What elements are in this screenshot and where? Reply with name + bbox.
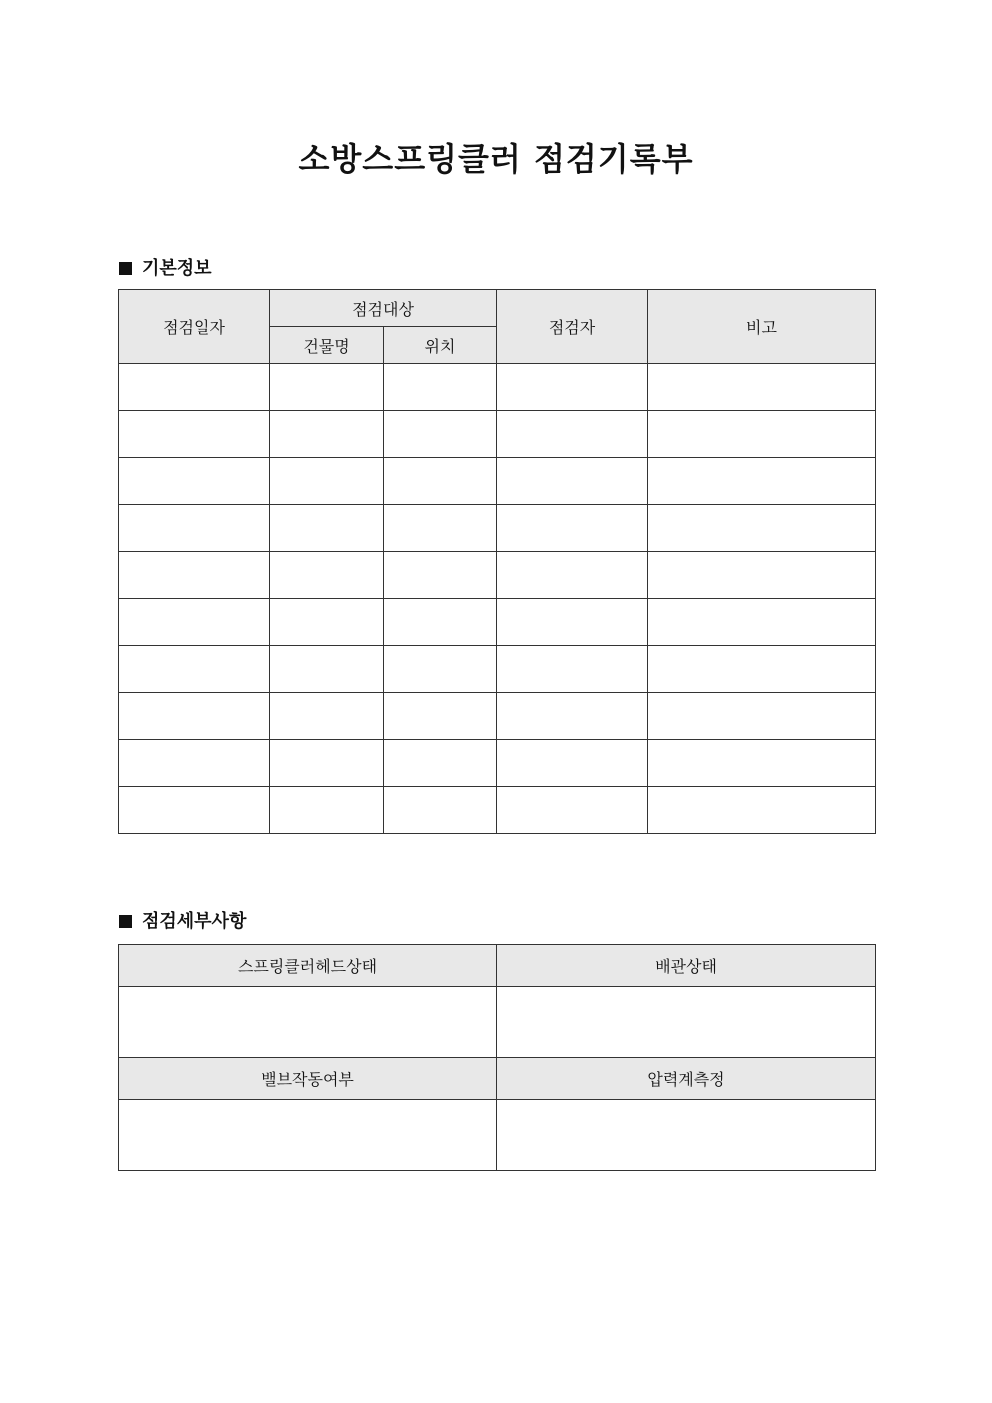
building-name-cell[interactable] (270, 787, 384, 834)
table-row (119, 458, 876, 505)
date-cell[interactable] (119, 740, 270, 787)
table-row (119, 787, 876, 834)
building-name-cell[interactable] (270, 599, 384, 646)
square-bullet-icon (119, 915, 132, 928)
remarks-cell[interactable] (648, 693, 876, 740)
location-cell[interactable] (384, 787, 497, 834)
inspector-cell[interactable] (497, 740, 648, 787)
table-row (119, 740, 876, 787)
inspector-cell[interactable] (497, 599, 648, 646)
date-cell[interactable] (119, 646, 270, 693)
remarks-cell[interactable] (648, 599, 876, 646)
location-cell[interactable] (384, 364, 497, 411)
table-row (119, 364, 876, 411)
remarks-cell[interactable] (648, 505, 876, 552)
location-cell[interactable] (384, 740, 497, 787)
header-piping-status: 배관상태 (497, 945, 876, 987)
section-title-details-label: 점검세부사항 (142, 911, 247, 932)
basic-info-table (118, 289, 876, 834)
location-cell[interactable] (384, 693, 497, 740)
building-name-cell[interactable] (270, 505, 384, 552)
table-row (119, 646, 876, 693)
section-title-basic-info-label: 기본정보 (142, 258, 212, 279)
building-name-cell[interactable] (270, 740, 384, 787)
inspector-cell[interactable] (497, 693, 648, 740)
valve-operation-field[interactable] (119, 1100, 497, 1171)
square-bullet-icon (119, 262, 132, 275)
location-cell[interactable] (384, 458, 497, 505)
inspector-cell[interactable] (497, 505, 648, 552)
building-name-cell[interactable] (270, 693, 384, 740)
table-row (119, 693, 876, 740)
remarks-cell[interactable] (648, 411, 876, 458)
remarks-cell[interactable] (648, 552, 876, 599)
header-sprinkler-head-status: 스프링클러헤드상태 (119, 945, 497, 987)
date-cell[interactable] (119, 787, 270, 834)
table-row (119, 411, 876, 458)
inspector-cell[interactable] (497, 646, 648, 693)
piping-status-field[interactable] (497, 987, 876, 1058)
building-name-cell[interactable] (270, 458, 384, 505)
table-row (119, 505, 876, 552)
inspector-cell[interactable] (497, 458, 648, 505)
header-inspector: 점검자 (497, 290, 648, 364)
header-inspection-date: 점검일자 (119, 290, 270, 364)
inspector-cell[interactable] (497, 364, 648, 411)
header-valve-operation: 밸브작동여부 (119, 1058, 497, 1100)
inspector-cell[interactable] (497, 411, 648, 458)
pressure-measurement-field[interactable] (497, 1100, 876, 1171)
location-cell[interactable] (384, 411, 497, 458)
building-name-cell[interactable] (270, 411, 384, 458)
remarks-cell[interactable] (648, 364, 876, 411)
remarks-cell[interactable] (648, 740, 876, 787)
section-title-basic-info (119, 254, 212, 280)
date-cell[interactable] (119, 505, 270, 552)
location-cell[interactable] (384, 552, 497, 599)
location-cell[interactable] (384, 505, 497, 552)
header-pressure-measurement: 압력계측정 (497, 1058, 876, 1100)
table-row (119, 599, 876, 646)
date-cell[interactable] (119, 458, 270, 505)
remarks-cell[interactable] (648, 787, 876, 834)
building-name-cell[interactable] (270, 364, 384, 411)
building-name-cell[interactable] (270, 552, 384, 599)
inspector-cell[interactable] (497, 787, 648, 834)
table-row (119, 552, 876, 599)
section-title-details (119, 907, 246, 933)
header-location: 위치 (384, 327, 497, 364)
date-cell[interactable] (119, 364, 270, 411)
details-table (118, 944, 876, 1171)
date-cell[interactable] (119, 552, 270, 599)
remarks-cell[interactable] (648, 646, 876, 693)
inspector-cell[interactable] (497, 552, 648, 599)
header-remarks: 비고 (648, 290, 876, 364)
date-cell[interactable] (119, 599, 270, 646)
date-cell[interactable] (119, 693, 270, 740)
document-title: 소방스프링클러 점검기록부 (298, 140, 694, 178)
location-cell[interactable] (384, 599, 497, 646)
location-cell[interactable] (384, 646, 497, 693)
sprinkler-head-status-field[interactable] (119, 987, 497, 1058)
date-cell[interactable] (119, 411, 270, 458)
remarks-cell[interactable] (648, 458, 876, 505)
header-building-name: 건물명 (270, 327, 384, 364)
header-inspection-target: 점검대상 (270, 290, 497, 327)
building-name-cell[interactable] (270, 646, 384, 693)
